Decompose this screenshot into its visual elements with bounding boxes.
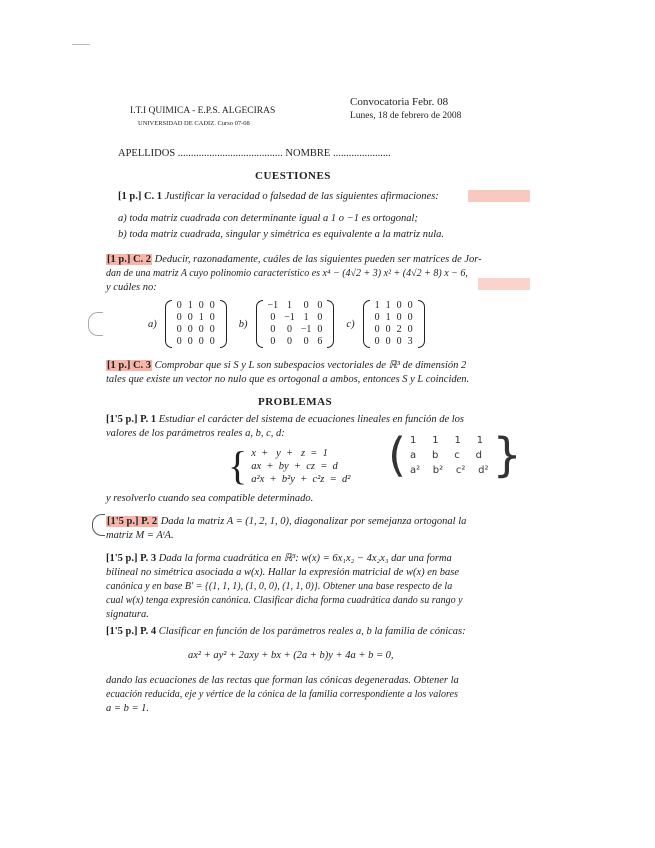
c1-tag: [1 p.] C. 1 (118, 191, 163, 202)
c3-text-2: tales que existe un vector no nulo que es ortogonal a ambos, entonces S y L coinciden. (106, 374, 470, 385)
matrix-a-row (174, 312, 218, 324)
name-label: NOMBRE (285, 148, 331, 159)
p3-text-4: cual w(x) tenga expresión canónica. Clasificar dicha forma cuadrática dando su rango y (106, 595, 463, 606)
matrix-a-cell: 0 (209, 312, 215, 323)
matrix-c-cell: 0 (374, 312, 380, 323)
matrix-a-row (174, 324, 218, 336)
matrix-a-cell: 0 (187, 324, 193, 335)
p1-tag: [1'5 p.] P. 1 (106, 414, 157, 425)
matrix-b-cell: −1 (267, 300, 279, 311)
matrix-a-cell: 0 (198, 324, 204, 335)
matrix-c-cell: 1 (385, 312, 391, 323)
matrix-c-cell: 0 (374, 324, 380, 335)
matrix-b-cell: 0 (317, 324, 323, 335)
matrix-b-cell: 1 (286, 300, 292, 311)
p2-text-2: matriz M = AᵗA. (106, 530, 174, 541)
matrix-b-row (265, 336, 326, 348)
matrix-c-cell: 0 (396, 300, 402, 311)
matrix-c-row (372, 324, 416, 336)
matrix-a-cell: 0 (198, 300, 204, 311)
matrix-b-row (265, 312, 326, 324)
hand-row-2: a b c d (409, 449, 482, 461)
c1-a-label: a) (118, 213, 127, 224)
c3-text-1: Comprobar que si S y L son subespacios vectoriales de ℝ³ de dimensión 2 (154, 360, 467, 371)
matrix-c-cell: 0 (385, 324, 391, 335)
matrix-a-row (174, 336, 218, 348)
matrix-b-cell: 6 (317, 336, 323, 347)
conic-equation: ax² + ay² + 2axy + bx + (2a + b)y + 4a + b = 0, (188, 650, 394, 661)
matrix-b (256, 300, 335, 348)
matrix-b-cell: 0 (270, 324, 276, 335)
p4-text-3: ecuación reducida, eje y vértice de la cónica de la familia correspondiente a los valores (106, 689, 458, 700)
p3-tag: [1'5 p.] P. 3 (106, 553, 157, 564)
header-left (130, 106, 275, 127)
c1-text: Justificar la veracidad o falsedad de las siguientes afirmaciones: (164, 191, 439, 202)
c2-text-3: y cuáles no: (106, 282, 157, 293)
matrix-b-cell: −1 (284, 312, 295, 323)
system-eq-3: a²x + b²y + c²z = d² (251, 473, 351, 485)
c1-b-text: toda matriz cuadrada, singular y simétrica es equivalente a la matriz nula. (129, 229, 445, 240)
matrix-c-cell: 2 (396, 324, 402, 335)
matrix-a-cell: 0 (176, 336, 182, 347)
c3-tag: [1 p.] C. 3 (107, 360, 152, 371)
matrix-a-label: a) (148, 318, 157, 330)
p4-text-4: a = b = 1. (106, 703, 150, 714)
matrix-b-cell: 0 (270, 312, 276, 323)
matrix-c-cell: 0 (385, 336, 391, 347)
matrix-b-cell: 0 (317, 300, 323, 311)
matrix-a-cell: 1 (187, 300, 193, 311)
matrix-c-cell: 0 (396, 336, 402, 347)
matrix-b-row (265, 324, 326, 336)
problem-p3 (106, 552, 546, 622)
handwritten-matrix: ( 1 1 1 1 a b c d a² b² c² d² } (388, 428, 522, 482)
matrix-c-cell: 0 (374, 336, 380, 347)
equation-system (228, 443, 351, 488)
problem-p4 (106, 625, 546, 639)
problemas-title: PROBLEMAS (258, 396, 333, 408)
surname-field[interactable]: ........................................ (177, 148, 283, 159)
matrix-c-row (372, 300, 416, 312)
problem-p2 (106, 515, 536, 543)
header-institution: I.T.I QUIMICA - E.P.S. ALGECIRAS (130, 106, 276, 116)
question-c1 (118, 190, 538, 242)
jordan-matrices (148, 300, 425, 348)
matrix-c-cell: 0 (407, 300, 413, 311)
header-university: UNIVERSIDAD DE CADIZ. Curso 07-08 (138, 120, 250, 127)
matrix-a-cell: 0 (176, 300, 182, 311)
matrix-a-cell: 0 (209, 336, 215, 347)
matrix-c (363, 300, 425, 348)
matrix-a-cell: 0 (198, 336, 204, 347)
matrix-b-label: b) (238, 318, 248, 330)
matrix-c-label: c) (346, 318, 355, 330)
name-field[interactable]: ...................... (332, 148, 391, 159)
matrix-a-cell: 0 (187, 336, 193, 347)
matrix-c-cell: 0 (396, 312, 402, 323)
header-date: Lunes, 18 de febrero de 2008 (350, 111, 462, 121)
p2-tag: [1'5 p.] P. 2 (107, 516, 158, 527)
header-right (350, 96, 461, 121)
system-eq-2: ax + by + cz = d (251, 460, 338, 472)
student-line (118, 148, 391, 159)
matrix-a-cell: 1 (198, 312, 204, 323)
cuestiones-title: CUESTIONES (255, 170, 331, 182)
matrix-b-cell: 0 (270, 336, 276, 347)
matrix-b-cell: 0 (286, 324, 292, 335)
margin-arc-left-2 (92, 514, 105, 536)
matrix-c-cell: 0 (407, 324, 413, 335)
p3-text-5: signatura. (106, 609, 149, 620)
matrix-a-cell: 0 (187, 312, 193, 323)
p3-text-2: bilineal no simétrica asociada a w(x). Hallar la expresión matricial de w(x) en base (106, 567, 460, 578)
problem-p4-cont (106, 674, 546, 716)
matrix-b-cell: 0 (303, 336, 309, 347)
matrix-b-cell: −1 (300, 324, 312, 335)
question-c3 (106, 359, 536, 387)
c2-text-2: dan de una matriz A cuyo polinomio característico es x⁴ − (4√2 + 3) x² + (4√2 + 8) x − 6, (106, 268, 468, 279)
matrix-b-cell: 0 (317, 312, 323, 323)
c1-b-label: b) (118, 229, 127, 240)
c2-tag: [1 p.] C. 2 (107, 254, 152, 265)
matrix-c-row (372, 336, 416, 348)
matrix-a-cell: 0 (176, 324, 182, 335)
matrix-a-row (174, 300, 218, 312)
p4-text-2: dando las ecuaciones de las rectas que forman las cónicas degeneradas. Obtener la (106, 675, 459, 686)
matrix-c-row (372, 312, 416, 324)
surname-label: APELLIDOS (118, 148, 176, 159)
p1-text-3: y resolverlo cuando sea compatible determinado. (106, 493, 314, 504)
p2-text-1: Dada la matriz A = (1, 2, 1, 0), diagonalizar por semejanza ortogonal la (160, 516, 467, 527)
matrix-b-cell: 0 (303, 300, 309, 311)
system-eq-1: x + y + z = 1 (251, 447, 328, 459)
scan-mark-top-left (72, 44, 90, 45)
p3-text-1: Dada la forma cuadrática en ℝ³: w(x) = 6x₁x₂ − 4x₂x₃ dar una forma (158, 553, 452, 564)
p1-text-1: Estudiar el carácter del sistema de ecuaciones lineales en función de los (158, 414, 465, 425)
p4-text-1: Clasificar en función de los parámetros reales a, b la familia de cónicas: (158, 626, 466, 637)
matrix-c-cell: 1 (374, 300, 380, 311)
question-c2 (106, 253, 536, 295)
c1-a-text: toda matriz cuadrada con determinante igual a 1 o −1 es ortogonal; (129, 213, 418, 224)
hand-row-1: 1 1 1 1 (409, 434, 484, 446)
matrix-a (165, 300, 227, 348)
p1-text-2: valores de los parámetros reales a, b, c, d: (106, 428, 285, 439)
matrix-b-cell: 0 (286, 336, 292, 347)
matrix-b-cell: 1 (303, 312, 309, 323)
c2-text-1: Deducir, razonadamente, cuáles de las siguientes pueden ser matrices de Jor- (154, 254, 482, 265)
header-convocatoria: Convocatoria Febr. 08 (350, 96, 449, 108)
matrix-a-cell: 0 (209, 324, 215, 335)
matrix-a-cell: 0 (176, 312, 182, 323)
matrix-a-cell: 0 (209, 300, 215, 311)
p3-text-3: canónica y en base B′ = {(1, 1, 1), (1, 0, 0), (1, 1, 0)}. Obtener una base respecto de la (106, 581, 453, 592)
margin-arc-left-1 (88, 312, 103, 336)
matrix-b-row (265, 300, 326, 312)
system-brace: { (228, 443, 248, 488)
matrix-c-cell: 1 (385, 300, 391, 311)
matrix-c-cell: 0 (407, 312, 413, 323)
matrix-c-cell: 3 (407, 336, 413, 347)
p4-tag: [1'5 p.] P. 4 (106, 626, 157, 637)
hand-row-3: a² b² c² d² (409, 464, 489, 476)
